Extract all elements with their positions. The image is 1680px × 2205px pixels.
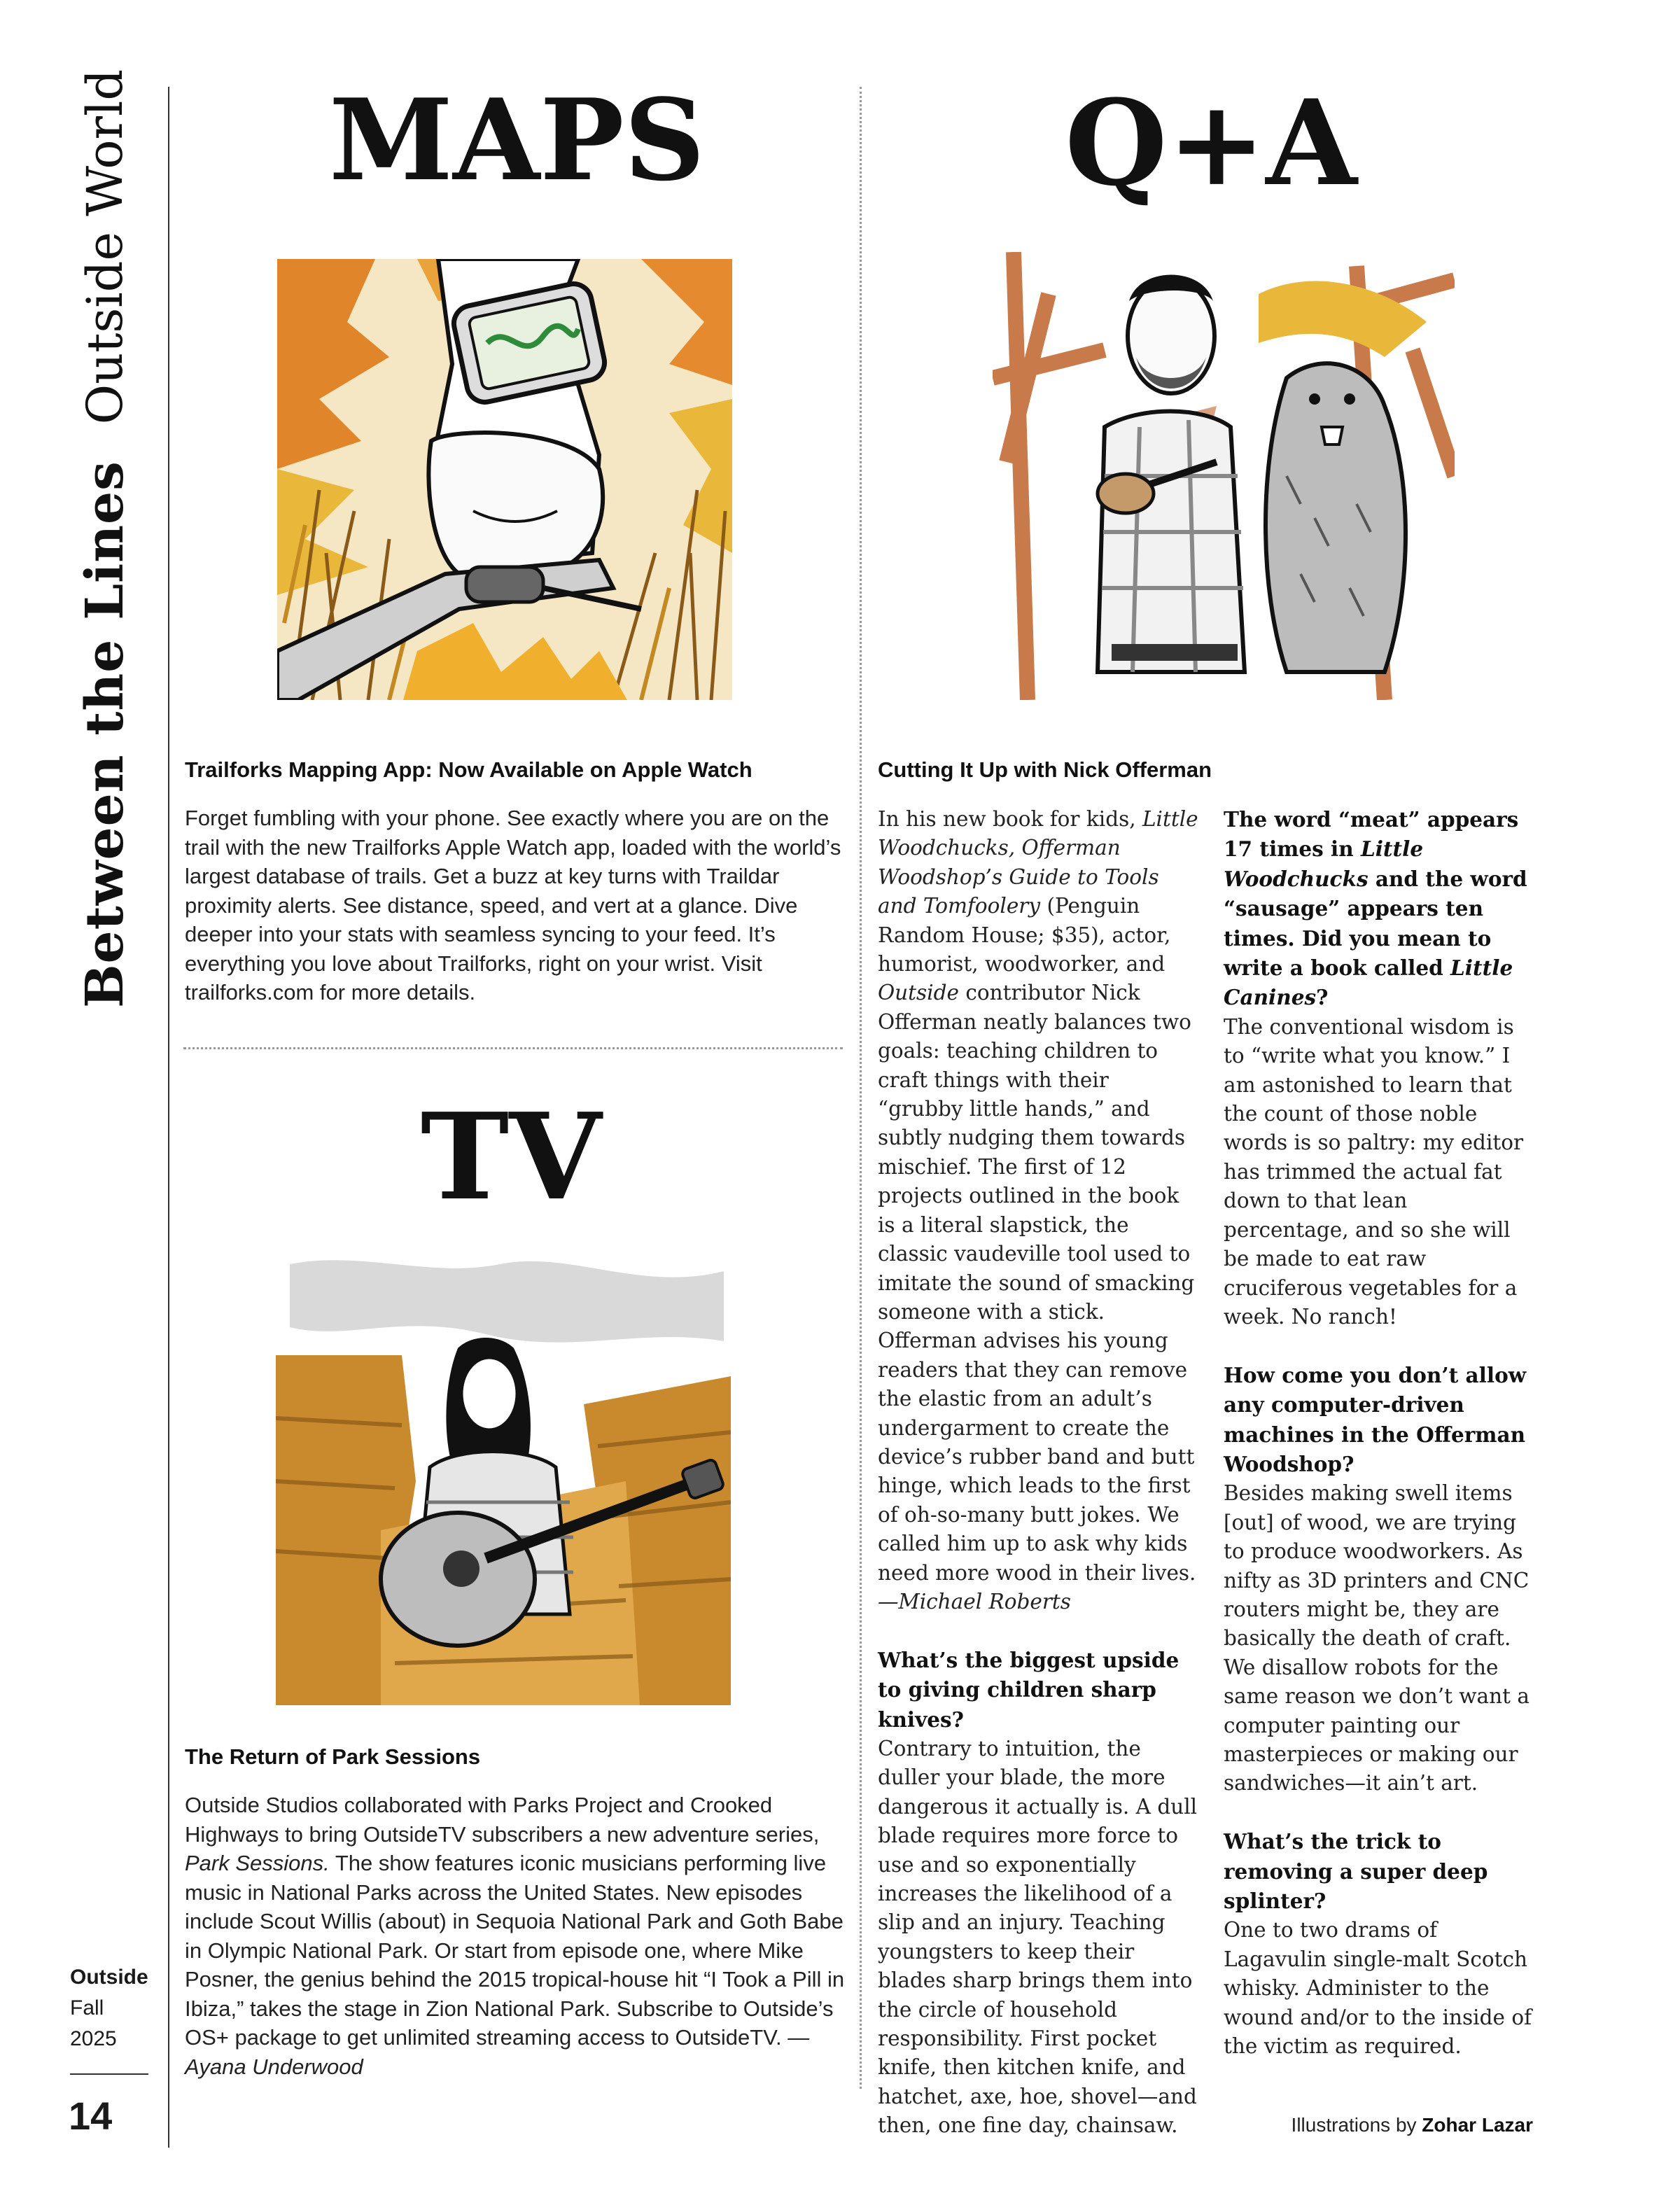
- qa-question-1: What’s the biggest upside to giving children sharp knives? Contrary to intuition, the duller your blade, the more dangerous it actually is. A dull blade requires more force to use and so exponentially increases the likelihood of a slip and an injury. Teaching youngsters to keep their blades sharp brings them into the circle of household responsibility. First pocket knife, then kitchen knife, and hatchet, axe, hoe, shovel—and then, one fine day, chainsaw.: [878, 1647, 1198, 2138]
- section-title-bold: Between the Lines: [75, 461, 135, 1008]
- maps-title: Trailforks Mapping App: Now Available on Apple Watch: [185, 757, 752, 782]
- margin-rule: [168, 87, 169, 2148]
- section-title: [70, 70, 140, 1008]
- maps-body: Forget fumbling with your phone. See exactly where you are on the trail with the new Trailforks Apple Watch app, loaded with the world’s largest database of trails. Get a buzz at key turns with Traildar proximity alerts. See distance, speed, and vert at a glance. Dive deeper into your stats with seamless syncing to your feed. It’s everything you love about Trailforks, right on your wrist. Visit trailforks.com for more details.: [185, 806, 841, 1004]
- qa-column-left: [878, 805, 1200, 2141]
- qa-question-4: What’s the trick to removing a super deep splinter? One to two drams of Lagavulin single-malt Scotch whisky. Administer to the wound and/or to the inside of the victim as required.: [1224, 1829, 1532, 2059]
- tv-title: The Return of Park Sessions: [185, 1744, 481, 1769]
- qa-title: Cutting It Up with Nick Offerman: [878, 757, 1212, 782]
- issue-season: Fall: [70, 1996, 104, 2019]
- magazine-name: Outside: [70, 1966, 148, 1989]
- qa-column-right: [1224, 805, 1539, 2061]
- qa-intro: In his new book for kids, Little Woodchucks, Offerman Woodshop’s Guide to Tools and Tomfoolery (Penguin Random House; $35), actor, humorist, woodworker, and Outside contributor Nick Offerman neatly balances two goals: teaching children to craft things with their “grubby little hands,” and subtly nudging them towards mischief. The first of 12 projects outlined in the book is a literal slapstick, the classic vaudeville tool used to imitate the sound of smacking someone with a stick. Offerman advises his young readers that they can remove the elastic from an adult’s undergarment to create the device’s rubber band and butt hinge, which leads to the first of oh-so-many butt jokes. We called him up to ask why kids need more wood in their lives. —Michael Roberts: [878, 807, 1198, 1614]
- issue-year: 2025: [70, 2027, 117, 2050]
- qa-question-3: How come you don’t allow any computer-driven machines in the Offerman Woodshop? Besides making swell items [out] of wood, we are trying to produce woodworkers. As nifty as 3D printers and CNC routers might be, they are basically the death of craft. We disallow robots for the same reason we don’t want a computer painting our masterpieces or making our sandwiches—it ain’t art.: [1224, 1362, 1530, 1795]
- column-divider: [860, 87, 862, 2089]
- nick-offerman-beaver-illustration: [993, 252, 1455, 700]
- page-number: 14: [69, 2094, 113, 2138]
- section-title-light: Outside World: [76, 69, 134, 425]
- maps-heading: MAPS: [329, 74, 706, 206]
- tv-body: Outside Studios collaborated with Parks Project and Crooked Highways to bring OutsideTV subscribers a new adventure series, Park Sessions. The show features iconic musicians performing live music in National Parks across the United States. New episodes include Scout Willis (about) in Sequoia National Park and Goth Babe in Olympic National Park. Or start from episode one, where Mike Posner, the genius behind the 2015 tropical-house hit “I Took a Pill in Ibiza,” takes the stage in Zion National Park. Subscribe to Outside’s OS+ package to get unlimited streaming access to OutsideTV. —Ayana Underwood: [185, 1793, 845, 2079]
- qa-heading: Q+A: [1065, 74, 1357, 212]
- page-number-rule: [70, 2073, 148, 2075]
- section-divider: [183, 1047, 843, 1049]
- illustration-credit: Illustrations by Zohar Lazar: [1291, 2114, 1533, 2136]
- guitarist-canyon-illustration: [276, 1250, 731, 1705]
- watch-hand-illustration: [277, 259, 732, 700]
- tv-heading: TV: [420, 1087, 602, 1227]
- qa-question-2: The word “meat” appears 17 times in Little Woodchucks and the word “sausage” appears ten times. Did you mean to write a book called Little Canines? The conventional wisdom is to “write what you know.” I am astonished to learn that the count of those noble words is so paltry: my editor has trimmed the actual fat down to that lean percentage, and so she will be made to eat raw cruciferous vegetables for a week. No ranch!: [1224, 807, 1527, 1329]
